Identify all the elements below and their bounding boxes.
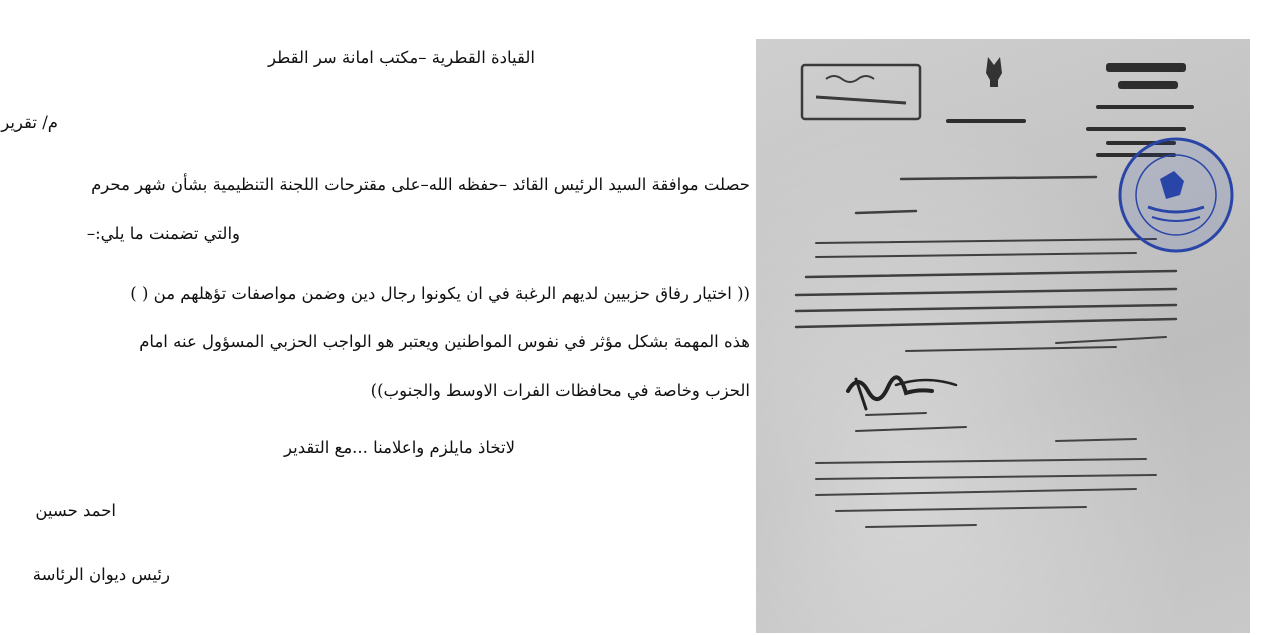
- document-header: القيادة القطرية –مكتب امانة سر القطر: [267, 48, 535, 67]
- scanned-letter-illustration: [756, 39, 1250, 633]
- signatory-title: رئيس ديوان الرئاسة: [32, 565, 170, 584]
- distribution-lines: [816, 439, 1156, 527]
- paragraph-1: حصلت موافقة السيد الرئيس القائد –حفظه الله–على مقترحات اللجنة التنظيمية بشأن شهر محرم: [91, 175, 750, 194]
- signature-caption-lines: [856, 413, 966, 431]
- quote-line-1: (( اختيار رفاق حزبيين لديهم الرغبة في ان يكونوا رجال دين وضمن مواصفات تؤهلهم من ( ): [130, 284, 750, 303]
- letter-body-lines: [796, 177, 1176, 351]
- document-transcription: [1, 0, 750, 635]
- paragraph-2: والتي تضمنت ما يلي:–: [86, 224, 240, 243]
- closing-line: لاتخاذ مايلزم واعلامنا ...مع التقدير: [284, 438, 515, 457]
- handwritten-signature: [848, 377, 956, 409]
- document-subject: م/ تقرير: [1, 113, 58, 132]
- scanned-letter-image: [756, 39, 1250, 633]
- rectangular-stamp: [802, 65, 920, 119]
- quote-line-2: هذه المهمة بشكل مؤثر في نفوس المواطنين ويعتبر هو الواجب الحزبي المسؤول عنه امام: [139, 332, 750, 351]
- eagle-emblem-icon: [986, 57, 1002, 87]
- quote-line-3: الحزب وخاصة في محافظات الفرات الاوسط والجنوب)): [370, 381, 750, 400]
- round-blue-stamp-icon: [1120, 139, 1232, 251]
- signatory-name: احمد حسين: [35, 501, 116, 520]
